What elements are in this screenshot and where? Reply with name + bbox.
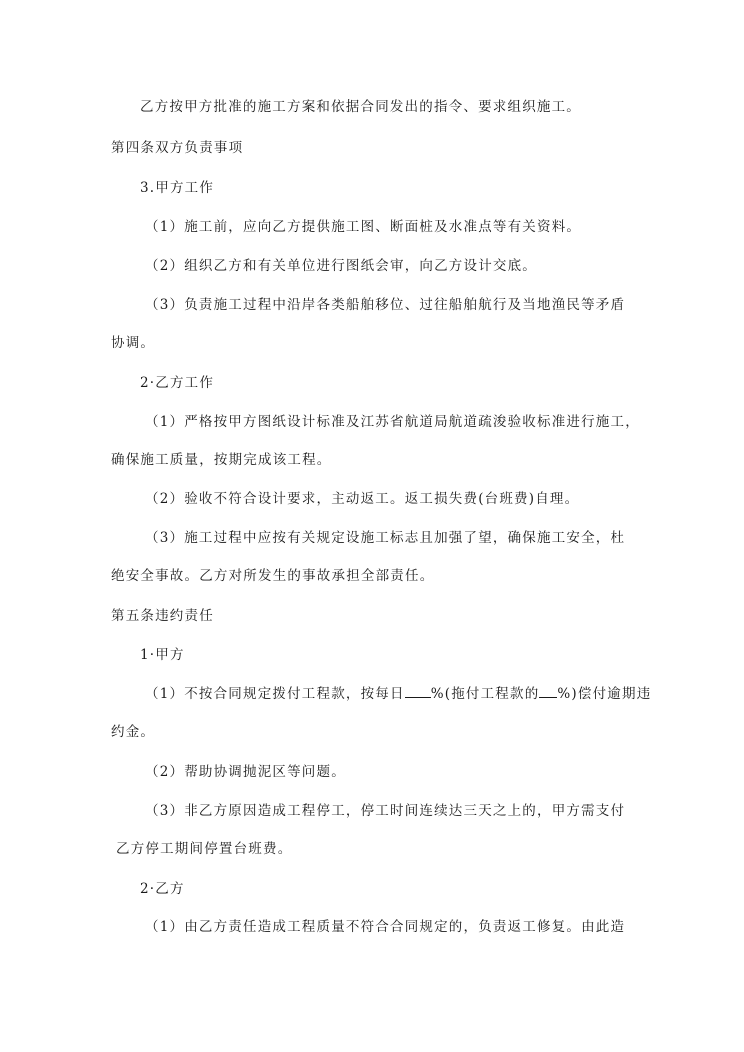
- liability-a-item-1-part-3: %)偿付逾期违: [557, 686, 652, 702]
- party-b-item-1-cont: 确保施工质量，按期完成该工程。: [111, 452, 332, 468]
- subheading-party-b: 2·乙方: [140, 881, 185, 897]
- subheading-party-b-work: 2·乙方工作: [140, 375, 215, 391]
- liability-a-item-3: （3）非乙方原因造成工程停工，停工时间连续达三天之上的，甲方需支付: [145, 803, 626, 819]
- liability-a-item-3-cont: 乙方停工期间停置台班费。: [116, 841, 293, 857]
- liability-a-item-1: [145, 685, 651, 703]
- party-a-item-1: （1）施工前，应向乙方提供施工图、断面桩及水准点等有关资料。: [145, 219, 582, 235]
- heading-article-5: 第五条违约责任: [111, 608, 214, 624]
- subheading-party-a: 1·甲方: [140, 647, 185, 663]
- subheading-party-a-work: 3.甲方工作: [140, 180, 215, 196]
- party-b-item-1: （1）严格按甲方图纸设计标准及江苏省航道局航道疏浚验收标准进行施工，: [145, 414, 640, 430]
- party-b-item-3-cont: 绝安全事故。乙方对所发生的事故承担全部责任。: [111, 568, 435, 584]
- party-b-item-2: （2）验收不符合设计要求，主动返工。返工损失费(台班费)自理。: [145, 491, 580, 507]
- liability-a-item-1-cont: 约金。: [111, 724, 156, 740]
- delay-percent-blank: [539, 685, 557, 698]
- heading-article-4: 第四条双方负责事项: [111, 140, 244, 156]
- daily-rate-blank: [405, 685, 431, 698]
- liability-a-item-1-part-1: （1）不按合同规定拨付工程款，按每日: [145, 686, 405, 702]
- liability-a-item-2: （2）帮助协调抛泥区等问题。: [145, 764, 346, 780]
- liability-b-item-1: （1）由乙方责任造成工程质量不符合合同规定的，负责返工修复。由此造: [145, 919, 626, 935]
- paragraph-construction-orders: 乙方按甲方批准的施工方案和依据合同发出的指令、要求组织施工。: [140, 99, 581, 115]
- liability-a-item-1-part-2: %(拖付工程款的: [430, 686, 540, 702]
- party-b-item-3: （3）施工过程中应按有关规定设施工标志且加强了望，确保施工安全，杜: [145, 530, 626, 546]
- party-a-item-3-cont: 协调。: [111, 335, 156, 351]
- party-a-item-3: （3）负责施工过程中沿岸各类船舶移位、过往船舶航行及当地渔民等矛盾: [145, 297, 626, 313]
- party-a-item-2: （2）组织乙方和有关单位进行图纸会审，向乙方设计交底。: [145, 258, 537, 274]
